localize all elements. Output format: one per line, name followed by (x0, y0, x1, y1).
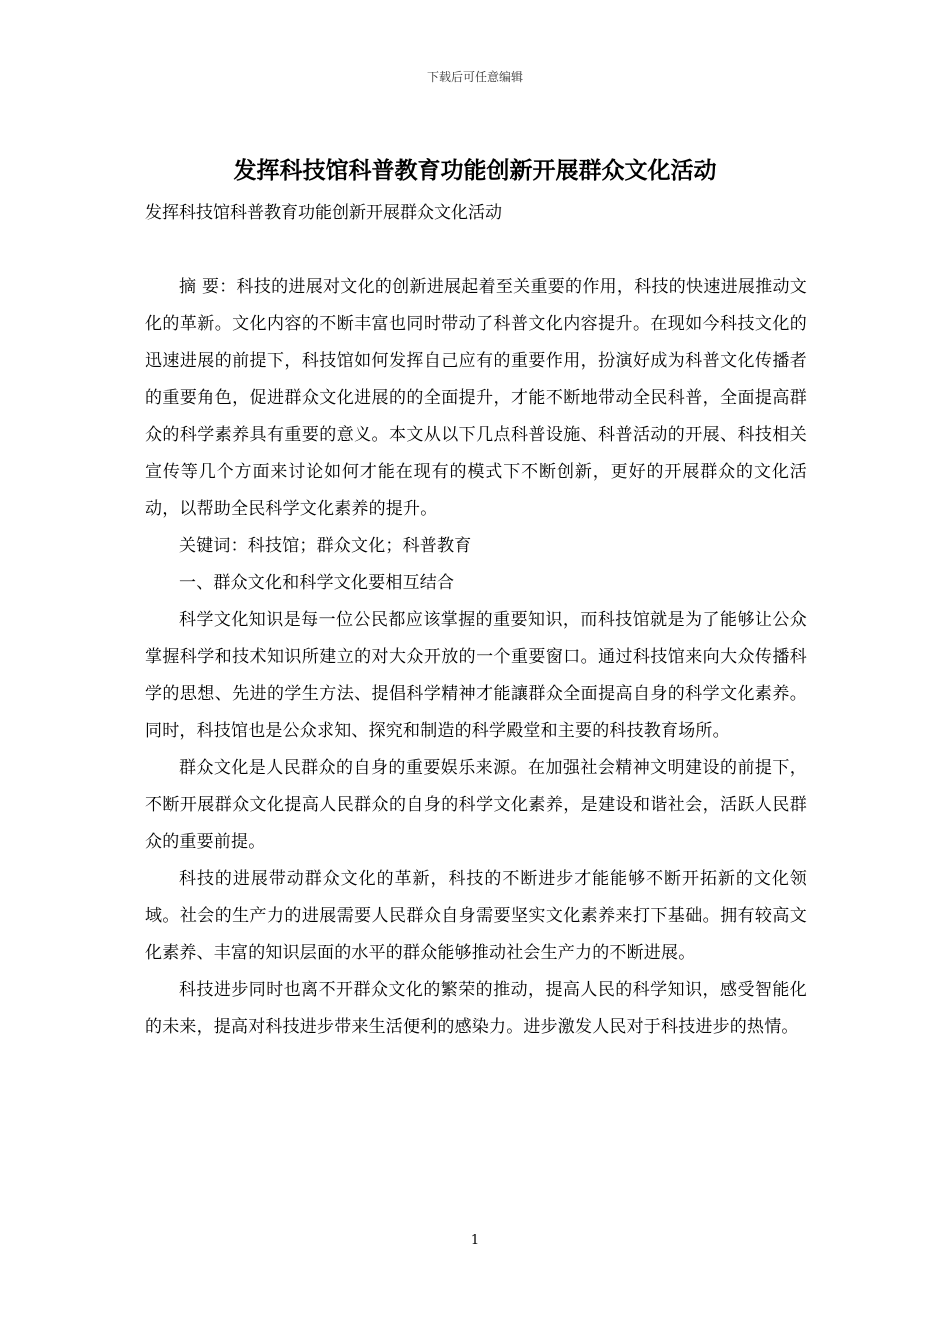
body-paragraph: 科学文化知识是每一位公民都应该掌握的重要知识，而科技馆就是为了能够让公众掌握科学和技术知识所建立的对大众开放的一个重要窗口。通过科技馆来向大众传播科学的思想、先进的学生方法、提倡科学精神才能讓群众全面提高自身的科学文化素养。同时，科技馆也是公众求知、探究和制造的科学殿堂和主要的科技教育场所。 (145, 610, 807, 741)
page-number: 1 (470, 1233, 480, 1248)
body-paragraph: 科技的进展带动群众文化的革新，科技的不断进步才能能够不断开拓新的文化领域。社会的生产力的进展需要人民群众自身需要坚实文化素养来打下基础。拥有较高文化素养、丰富的知识层面的水平的群众能够推动社会生产力的不断进展。 (145, 869, 807, 963)
abstract-paragraph: 摘 要：科技的进展对文化的创新进展起着至关重要的作用，科技的快速进展推动文化的革新。文化内容的不断丰富也同时带动了科普文化内容提升。在现如今科技文化的迅速进展的前提下，科技馆如何发挥自己应有的重要作用，扮演好成为科普文化传播者的重要角色，促进群众文化进展的的全面提升，才能不断地带动全民科普，全面提高群众的科学素养具有重要的意义。本文从以下几点科普设施、科普活动的开展、科技相关宣传等几个方面来讨论如何才能在现有的模式下不断创新，更好的开展群众的文化活动，以帮助全民科学文化素养的提升。 (145, 277, 807, 519)
document-body (145, 269, 807, 1046)
body-paragraph: 科技进步同时也离不开群众文化的繁荣的推动，提高人民的科学知识，感受智能化的未来，提高对科技进步带来生活便利的感染力。进步激发人民对于科技进步的热情。 (145, 980, 807, 1037)
header-note: 下载后可任意编辑 (426, 70, 523, 84)
body-paragraph: 群众文化是人民群众的自身的重要娱乐来源。在加强社会精神文明建设的前提下，不断开展群众文化提高人民群众的自身的科学文化素养，是建设和谐社会，活跃人民群众的重要前提。 (145, 758, 807, 852)
subtitle: 发挥科技馆科普教育功能创新开展群众文化活动 (145, 203, 502, 223)
page-title: 发挥科技馆科普教育功能创新开展群众文化活动 (233, 157, 717, 184)
section-heading: 一、群众文化和科学文化要相互结合 (179, 573, 455, 593)
keywords-line: 关键词：科技馆；群众文化；科普教育 (179, 536, 472, 556)
